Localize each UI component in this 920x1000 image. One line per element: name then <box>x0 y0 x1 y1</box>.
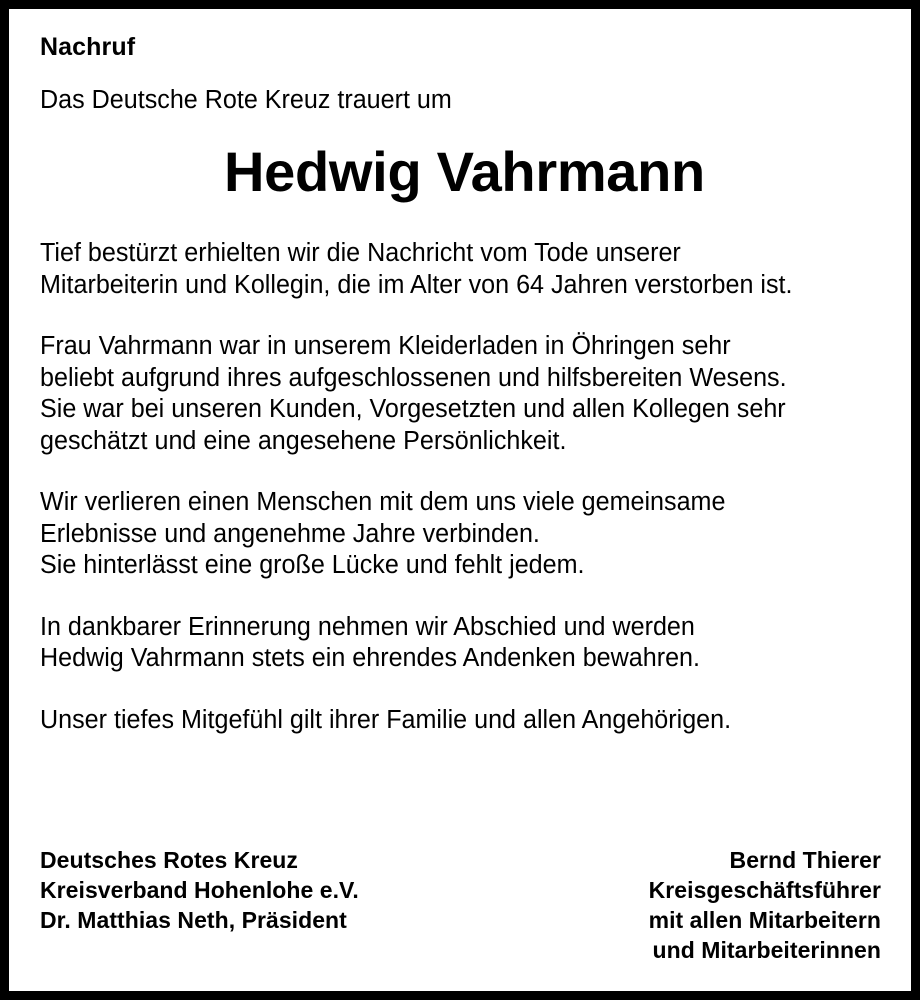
paragraph-line: Tief bestürzt erhielten wir die Nachricht vom Tode unserer <box>40 239 681 267</box>
paragraph-line: Sie hinterlässt eine große Lücke und fehlt jedem. <box>40 551 585 579</box>
obituary-body <box>40 238 881 736</box>
signature-line: Kreisverband Hohenlohe e.V. <box>40 877 359 903</box>
paragraph-line: Sie war bei unseren Kunden, Vorgesetzten und allen Kollegen sehr <box>40 395 786 423</box>
signature-line: und Mitarbeiterinnen <box>652 937 881 963</box>
signature-line: Deutsches Rotes Kreuz <box>40 847 298 873</box>
signature-organization-column <box>40 845 359 935</box>
obituary-paragraph <box>40 612 881 675</box>
signature-line: Dr. Matthias Neth, Präsident <box>40 907 347 933</box>
obituary-paragraph <box>40 238 881 301</box>
paragraph-line: beliebt aufgrund ihres aufgeschlossenen und hilfsbereiten Wesens. <box>40 363 787 392</box>
paragraph-line: Frau Vahrmann war in unserem Kleiderladen in Öhringen sehr <box>40 332 731 360</box>
paragraph-line: geschätzt und eine angesehene Persönlichkeit. <box>40 426 567 455</box>
signature-block <box>40 845 881 965</box>
signature-line: mit allen Mitarbeitern <box>648 907 881 933</box>
notice-kicker: Nachruf <box>40 33 136 61</box>
obituary-paragraph <box>40 331 881 457</box>
notice-lead-line: Das Deutsche Rote Kreuz trauert um <box>40 86 452 114</box>
paragraph-line: In dankbarer Erinnerung nehmen wir Abschied und werden <box>40 612 695 641</box>
obituary-notice-card <box>9 9 911 991</box>
signature-line: Kreisgeschäftsführer <box>648 877 881 903</box>
paragraph-line: Unser tiefes Mitgefühl gilt ihrer Familie und allen Angehörigen. <box>40 705 732 734</box>
paragraph-line: Mitarbeiterin und Kollegin, die im Alter von 64 Jahren verstorben ist. <box>40 270 793 299</box>
signature-line: Bernd Thierer <box>729 847 881 873</box>
obituary-paragraph <box>40 487 881 582</box>
paragraph-line: Hedwig Vahrmann stets ein ehrendes Andenken bewahren. <box>40 644 701 672</box>
paragraph-line: Wir verlieren einen Menschen mit dem uns viele gemeinsame <box>40 488 726 516</box>
obituary-paragraph <box>40 705 881 737</box>
deceased-name: Hedwig Vahrmann <box>224 140 705 203</box>
signature-staff-column <box>649 845 881 965</box>
paragraph-line: Erlebnisse und angenehme Jahre verbinden. <box>40 519 540 548</box>
